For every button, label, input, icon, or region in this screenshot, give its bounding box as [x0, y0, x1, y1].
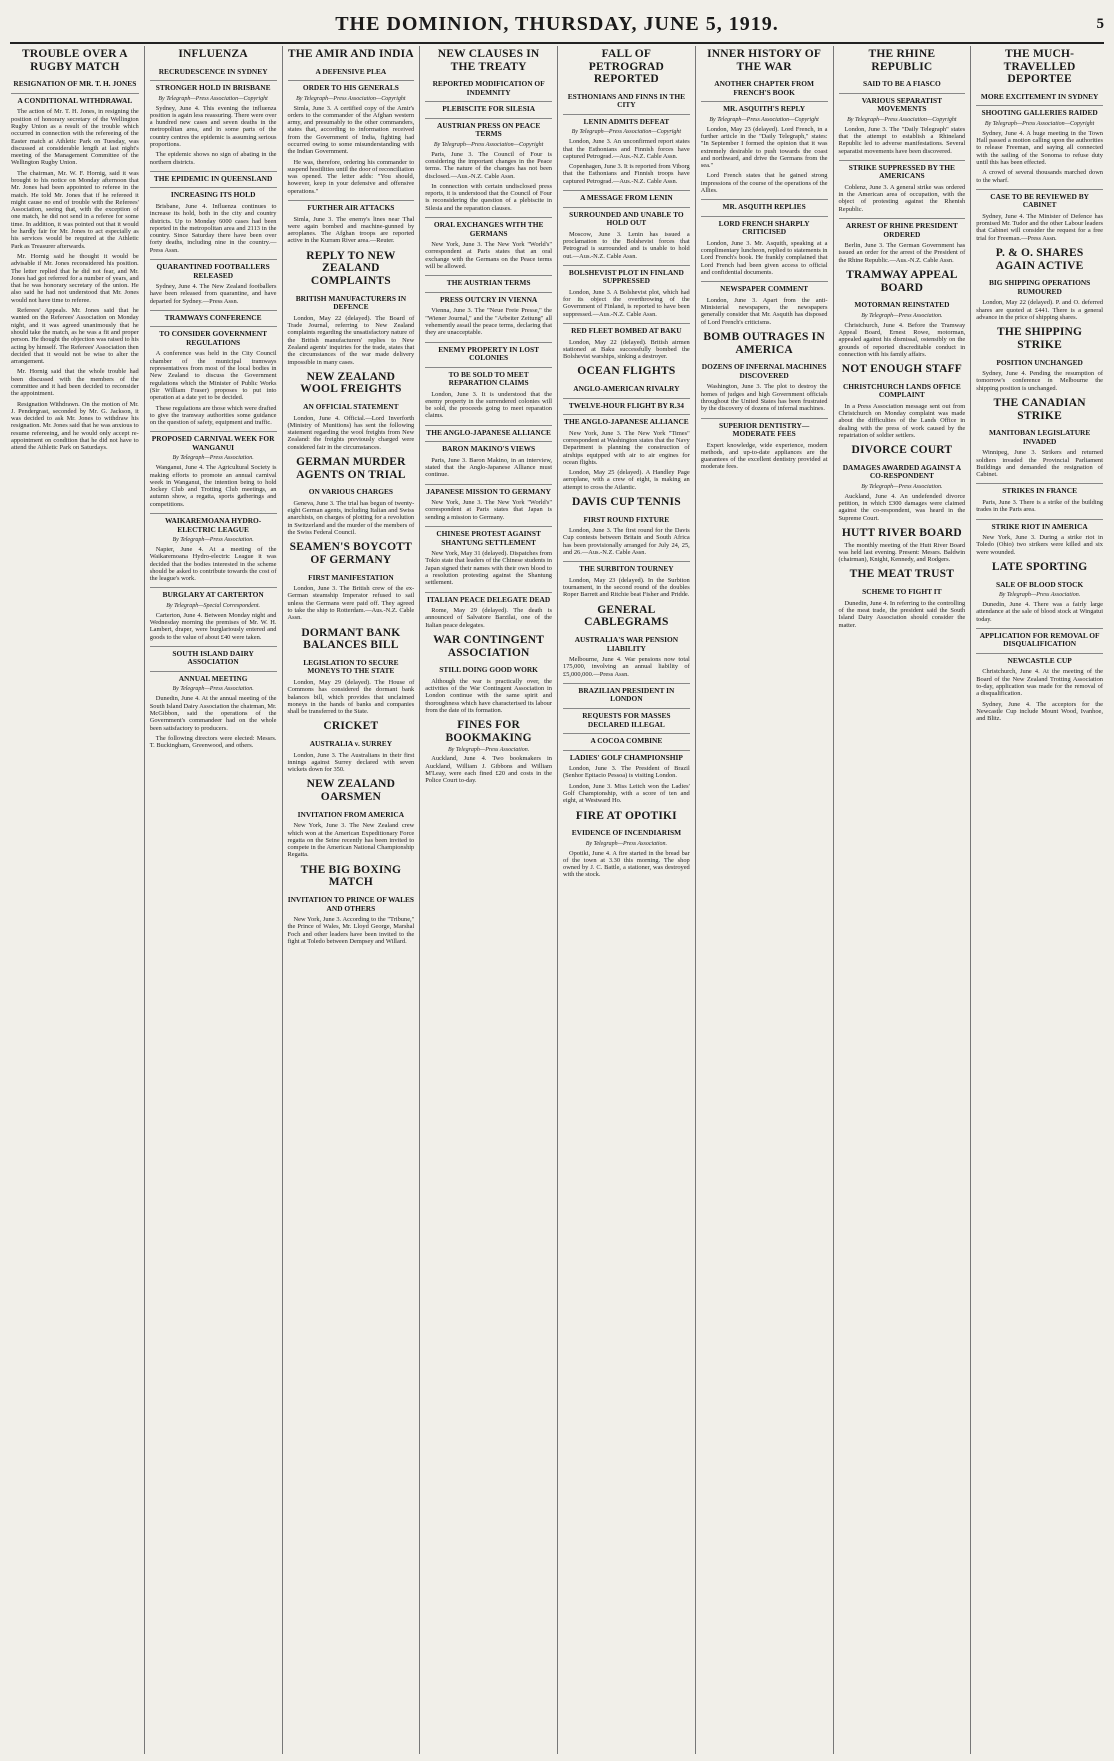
article-subheading: THE ANGLO-JAPANESE ALLIANCE: [563, 414, 690, 427]
article-paragraph: Winnipeg, June 3. Strikers and returned soldiers invaded the Provincial Parliament Buildings and demanded the resignation of Cabinet.: [976, 449, 1103, 479]
article: [976, 326, 1103, 392]
article: [976, 247, 1103, 321]
article-paragraph: Moscow, June 3. Lenin has issued a proclamation to the Bolshevist forces that Petrograd is surrounded and is unable to hold out.—Aus.-N.Z. Cable Assn.: [563, 230, 690, 260]
article-subheading: FIRST ROUND FIXTURE: [583, 514, 670, 524]
article-subheading: LENIN ADMITS DEFEAT: [563, 114, 690, 127]
article-subheading: ARREST OF RHINE PRESIDENT ORDERED: [839, 218, 966, 239]
article: [563, 365, 690, 491]
article-byline: By Telegraph—Press Association.: [172, 455, 254, 462]
article-paragraph: Opotiki, June 4. A fire started in the bread bar of the town at 3.30 this morning. The shop owned by J. C. Battle, a stationer, was destroyed with the stock.: [563, 849, 690, 879]
article-byline: By Telegraph—Press Association—Copyright: [296, 95, 406, 102]
article-paragraph: Carterton, June 4. Between Monday night and Wednesday morning the premises of Mr. W. H. Lambert, draper, were burglariously entered and goods to the value of about £40 were taken.: [149, 611, 277, 641]
column-8: [970, 46, 1108, 1754]
article: [11, 48, 139, 452]
article-paragraph: London, June 3. It is understood that the enemy property in the surrendered colonies will be sold, the proceeds going to meet reparation claims.: [425, 390, 552, 420]
article-paragraph: Christchurch, June 4. At the meeting of the Board of the New Zealand Trotting Association to-day, application was made for the removal of a disqualification.: [976, 668, 1103, 698]
article-byline: By Telegraph—Press Association.: [172, 686, 254, 693]
article-headline: THE RHINE REPUBLIC: [868, 48, 936, 73]
article-subheading: BARON MAKINO'S VIEWS: [425, 441, 552, 454]
article-subheading: THE AUSTRIAN TERMS: [425, 275, 552, 288]
column-3: [282, 46, 420, 1754]
article: [701, 48, 828, 194]
article: [425, 275, 552, 336]
article-paragraph: Auckland, June 4. Two bookmakers in Auckland, William J. Gibbons and William M'Leay, were each fined £20 and costs in the Police Court to-day.: [425, 755, 552, 785]
article-subheading: MOTORMAN REINSTATED: [854, 300, 950, 310]
article-byline: By Telegraph—Press Association—Copyright: [984, 120, 1095, 127]
article: [425, 592, 552, 629]
article-subheading: TO BE SOLD TO MEET REPARATION CLAIMS: [425, 367, 552, 388]
article-subheading: SOUTH ISLAND DAIRY ASSOCIATION: [150, 646, 277, 667]
article-paragraph: London, May 22 (delayed). British airmen stationed at Baku successfully bombed the Bolshevist warships, sinking a destroyer.: [563, 338, 690, 361]
article: [425, 425, 552, 479]
article-subheading: ITALIAN PEACE DELEGATE DEAD: [425, 592, 552, 605]
article-paragraph: Dunedin, June 4. There was a fairly large attendance at the sale of blood stock at Wingatui today.: [976, 600, 1103, 623]
article-subheading: TO CONSIDER GOVERNMENT REGULATIONS: [150, 326, 277, 347]
article-subheading: SURROUNDED AND UNABLE TO HOLD OUT: [563, 207, 690, 228]
article-paragraph: London, June 3. The first round for the Davis Cup contests between Britain and South Africa has been provisionally arranged for July 24, 25, and 26.—Aus.-N.Z. Cable Assn.: [563, 527, 690, 557]
article-subheading: INVITATION FROM AMERICA: [297, 809, 405, 819]
column-5: [557, 46, 695, 1754]
article-paragraph: The following directors were elected: Messrs. T. Buckingham, Greenwood, and others.: [149, 734, 277, 750]
article-subheading: THE EPIDEMIC IN QUEENSLAND: [150, 171, 277, 184]
article-subheading: SAID TO BE A FIASCO: [862, 79, 941, 89]
article-paragraph: Simla, June 3. A certified copy of the Amir's orders to the commander of the Afghan western army, and presumably to the other commanders, states that, according to information received from the Government of India, fighting had occurred owing to some misunderstanding with the Indian Government.: [287, 104, 415, 156]
article-paragraph: London, June 3. Mr. Asquith, speaking at a complimentary luncheon, replied to statements in Lord French's book. He frankly complained that Lord French had been given access to official and confidential documents.: [700, 239, 828, 277]
article: [425, 217, 552, 270]
article: [976, 483, 1103, 513]
article-headline: DIVORCE COURT: [851, 444, 953, 457]
article-subheading: LEGISLATION TO SECURE MONEYS TO THE STATE: [303, 657, 399, 676]
article-subheading: LADIES' GOLF CHAMPIONSHIP: [563, 750, 690, 763]
article-paragraph: In connection with certain undisclosed press reports, it is understood that the Council of Four is reconsidering the question of a plebiscite in Silesia and the reparation clauses.: [425, 182, 552, 212]
article-subheading: EVIDENCE OF INCENDIARISM: [571, 828, 682, 838]
article-headline: OCEAN FLIGHTS: [577, 365, 676, 378]
article-subheading: PRESS OUTCRY IN VIENNA: [425, 292, 552, 305]
article: [839, 444, 966, 522]
article-paragraph: He was, therefore, ordering his commander to suspend hostilities until the door of reconciliation was opened. The letter adds: "You should, however, keep in your defensive and offensive operations.": [287, 158, 415, 195]
article-headline: FIRE AT OPOTIKI: [575, 809, 677, 822]
article: [150, 513, 277, 582]
article-paragraph: Mr. Hornig said he thought it would be advisable if Mr. Jones reconsidered his position. The letter replied that he did not fear, and Mr. Jones had got referred for a number of years, and that he was honorary secretary of the union. He also said he had not understood that Mr. Jones would not have time to referee.: [11, 252, 139, 304]
article-paragraph: Berlin, June 3. The German Government has issued an order for the arrest of the President of the Rhine Republic.—Aus.-N.Z. Cable Assn.: [838, 242, 966, 264]
article-paragraph: A crowd of several thousands marched down to the wharf.: [976, 169, 1103, 184]
article-paragraph: Sydney, June 4. The Minister of Defence has promised Mr. Tudor and the other Labour leaders that Cabinet will consider the request for a free trial for Freeman.—Press Assn.: [976, 212, 1103, 242]
article: [288, 250, 415, 366]
article-paragraph: London, June 3. Apart from the anti-Ministerial newspapers, the newspapers generally consider that Mr. Asquith has disposed of Lord French's criticisms.: [700, 296, 828, 326]
article-subheading: REPORTED MODIFICATION OF INDEMNITY: [432, 79, 545, 97]
article: [839, 363, 966, 439]
article-subheading: NEWSPAPER COMMENT: [701, 281, 828, 294]
article-subheading: THE ANGLO-JAPANESE ALLIANCE: [425, 425, 552, 438]
article-subheading: BOLSHEVIST PLOT IN FINLAND SUPPRESSED: [563, 265, 690, 286]
article-subheading: AUSTRALIA'S WAR PENSION LIABILITY: [574, 635, 679, 653]
article-paragraph: London, June 3. The British crew of the ex-German steamship Imperator refused to sail unless the Germans were paid off. They agreed to take the ship to Rotterdam.—Aus.-N.Z. Cable Assn.: [287, 585, 415, 622]
article-subheading: TRAMWAYS CONFERENCE: [150, 310, 277, 323]
article-headline: DAVIS CUP TENNIS: [571, 496, 681, 508]
article-paragraph: Auckland, June 4. An undefended divorce petition, in which £300 damages were claimed against the co-respondent, was heard in the Supreme Court.: [838, 492, 966, 522]
article: [150, 431, 277, 508]
article-subheading: MR. ASQUITH'S REPLY: [701, 101, 828, 114]
article-paragraph: Sydney, June 4. A huge meeting in the Town Hall passed a motion calling upon the authorities to release Freeman, and saying all connected with the sailing of the Sonoma to refuse duty until this has been effected.: [976, 129, 1103, 166]
article-headline: GERMAN MURDER AGENTS ON TRIAL: [296, 456, 406, 481]
article: [839, 568, 966, 628]
article: [701, 331, 828, 413]
article-paragraph: Melbourne, June 4. War pensions now total 175,000, involving an annual liability of £5,000,000.—Press Assn.: [563, 656, 690, 678]
article-subheading: CHRISTCHURCH LANDS OFFICE COMPLAINT: [842, 381, 961, 400]
article-subheading: SHOOTING GALLERIES RAIDED: [976, 105, 1103, 118]
article-subheading: LORD FRENCH SHARPLY CRITICISED: [701, 216, 828, 237]
article: [425, 484, 552, 521]
article-paragraph: Dunedin, June 4. At the annual meeting of the South Island Dairy Association the chairman, Mr. McGibbon, said the operations of the Government's commandeer had on the whole been satisfactory to producers.: [149, 695, 277, 732]
article-subheading: A MESSAGE FROM LENIN: [563, 190, 690, 203]
article-byline: By Telegraph—Press Association.: [585, 840, 668, 847]
article: [839, 269, 966, 358]
article-paragraph: London, June 3. An unconfirmed report states that the Esthonians and Finnish forces have captured Petrograd.—Aus.-N.Z. Cable Assn.: [563, 138, 690, 160]
article-subheading: AUSTRIAN PRESS ON PEACE TERMS: [425, 118, 552, 139]
article-headline: FALL OF PETROGRAD REPORTED: [588, 48, 665, 86]
article-subheading: ORDER TO HIS GENERALS: [288, 80, 415, 93]
article-headline: REPLY TO NEW ZEALAND COMPLAINTS: [306, 249, 396, 288]
article-headline: THE CANADIAN STRIKE: [993, 396, 1086, 422]
article-paragraph: New York, June 3. During a strike riot in Toledo (Ohio) two strikers were killed and six were wounded.: [976, 534, 1103, 556]
article-paragraph: London, May 23 (delayed). In the Surbiton tournament, in the second round of the doubles Roper Barrett and Ritchie beat Fisher and Pridde.: [563, 576, 690, 599]
article: [150, 48, 277, 166]
article: [563, 810, 690, 879]
article-headline: SEAMEN'S BOYCOTT OF GERMANY: [289, 541, 413, 566]
article: [563, 561, 690, 598]
article-paragraph: London, June 3. A Bolshevist plot, which had for its object the overthrowing of the Government of Finland, is reported to have been suppressed.—Aus.-N.Z. Cable Assn.: [563, 288, 690, 318]
article-byline: By Telegraph—Press Association—Copyright: [571, 129, 682, 136]
article-headline: P. & O. SHARES AGAIN ACTIVE: [995, 247, 1084, 272]
article-paragraph: Sydney, June 4. The New Zealand footballers have been released from quarantine, and have departed for Sydney.—Press Assn.: [149, 283, 277, 305]
article-subheading: A DEFENSIVE PLEA: [315, 66, 387, 76]
article-subheading: NEWCASTLE CUP: [976, 653, 1103, 666]
article-subheading: ANOTHER CHAPTER FROM FRENCH'S BOOK: [714, 79, 815, 97]
article-byline: By Telegraph—Press Association.: [861, 483, 943, 490]
article-paragraph: A conference was held in the City Council chamber of the municipal tramways representatives from most of the local bodies in New Zealand to discuss the Government regulations which the Minister of Public Works (Sir William Fraser) proposes to put into operation at a date yet to be decided.: [149, 350, 277, 402]
article-subheading: POSITION UNCHANGED: [996, 357, 1083, 367]
article-paragraph: Paris, June 3. The Council of Four is considering the important changes in the Peace terms. The nature of the changes has not been disclosed.—Aus.-N.Z. Cable Assn.: [425, 150, 552, 180]
article-subheading: BRAZILIAN PRESIDENT IN LONDON: [563, 683, 690, 704]
article-headline: INNER HISTORY OF THE WAR: [707, 48, 822, 73]
article: [701, 199, 828, 276]
article-subheading: APPLICATION FOR REMOVAL OF DISQUALIFICATION: [976, 628, 1103, 649]
article: [976, 561, 1103, 623]
article: [288, 48, 415, 195]
article-paragraph: Rome, May 29 (delayed). The death is announced of Salvatore Barzilai, one of the Italian peace delegates.: [425, 607, 552, 629]
article: [288, 456, 415, 536]
article-subheading: SUPERIOR DENTISTRY—MODERATE FEES: [701, 418, 828, 439]
page-number: 5: [1096, 15, 1104, 32]
article: [288, 778, 415, 858]
article-subheading: A COCOA COMBINE: [563, 733, 690, 746]
article-paragraph: Christchurch, June 4. Before the Tramway Appeal Board, Ernest Rowe, motorman, appealed against his dismissal, ostensibly on the grounds of reported discreditable conduct in connection with his family affairs.: [838, 321, 966, 358]
article-subheading: STRIKE SUPPRESSED BY THE AMERICANS: [839, 160, 966, 181]
article: [563, 323, 690, 360]
article-byline: By Telegraph—Press Association—Copyright: [709, 116, 819, 123]
article-paragraph: Mr. Hornig said that the whole trouble had been discussed with the members of the committee and it had been decided to reconsider the appointment.: [11, 368, 139, 398]
article-byline: By Telegraph—Press Association.: [861, 312, 943, 319]
article-paragraph: Dunedin, June 4. In referring to the controlling of the meat trade, the president said the South Island Dairy Association should consider the matter.: [838, 599, 966, 629]
article: [425, 526, 552, 587]
article-subheading: DOZENS OF INFERNAL MACHINES DISCOVERED: [701, 362, 827, 380]
article: [563, 604, 690, 678]
article-paragraph: Wanganui, June 4. The Agricultural Society is making efforts to promote an annual carnival week in Wanganui, the intention being to hold Jockey Club and Trotting Club meetings, an autumn show, a regatta, sports gatherings and competitions.: [149, 464, 277, 508]
article-subheading: THE SURBITON TOURNEY: [563, 561, 690, 574]
article-paragraph: Paris, June 3. There is a strike of the building trades in the Paris area.: [976, 498, 1103, 514]
article-paragraph: London, May 22 (delayed). P. and O. deferred shares are quoted at £441. There is a general advance in the price of shipping shares.: [976, 299, 1103, 321]
article-headline: THE AMIR AND INDIA: [287, 48, 414, 60]
article-paragraph: New York, June 3. The New York "World's" correspondent at Paris states that an oral exchange with the Germans on the Peace terms will be allowed.: [425, 241, 552, 270]
article: [839, 160, 966, 213]
article-paragraph: Geneva, June 3. The trial has begun of twenty-eight German agents, including Italian and Swiss anarchists, on charges of plotting for a revolution in Switzerland and the murder of the members of the Swiss Federal Council.: [287, 499, 415, 537]
masthead-title: THE DOMINION, THURSDAY, JUNE 5, 1919.: [335, 12, 779, 35]
article-subheading: SCHEME TO FIGHT IT: [862, 587, 942, 597]
article-headline: THE BIG BOXING MATCH: [300, 863, 402, 889]
article: [839, 48, 966, 155]
article-paragraph: Vienna, June 3. The "Neue Freie Presse," the "Wiener Journal," and the "Arbeiter Zeitung" all vehemently assail the peace terms, declaring that they are unacceptable.: [425, 307, 552, 337]
article: [563, 265, 690, 318]
article-subheading: JAPANESE MISSION TO GERMANY: [425, 484, 552, 497]
article-subheading: FIRST MANIFESTATION: [308, 572, 394, 582]
article: [288, 541, 415, 621]
article: [976, 189, 1103, 242]
article-paragraph: In a Press Association message sent out from Christchurch on Monday complaint was made about the difficulties of the Lands Office in dealing with the press of work caused by the repatriation of soldier settlers.: [838, 402, 966, 439]
article-subheading: STILL DOING GOOD WORK: [439, 665, 538, 675]
article-paragraph: The chairman, Mr. W. F. Hornig, said it was brought to his notice on Monday afternoon that Mr. Jones had been appointed to referee in the match. He told Mr. Jones that if he refereed it might cause no end of trouble with the Referees' Association, seeing that, with the exception of one match, he did not send in a referee for some time. In addition, it was pointed out that it would be hardly fair for Mr. Jones to act especially as his services would be required at the Athletic Park as Treasurer afterwards.: [11, 169, 139, 250]
article-byline: By Telegraph—Press Association.: [447, 746, 530, 753]
article-paragraph: Sydney, June 4. Pending the resumption of tomorrow's conference in Melbourne the shipping position is unchanged.: [976, 370, 1103, 392]
article-headline: INFLUENZA: [178, 48, 248, 60]
article-subheading: PROPOSED CARNIVAL WEEK FOR WANGANUI: [150, 431, 277, 452]
article-paragraph: The epidemic shows no sign of abating in the northern districts.: [149, 151, 277, 166]
article-paragraph: London, June 3. The Australians in their first innings against Surrey declared with seven wickets down for 350.: [287, 751, 415, 774]
article-subheading: BRITISH MANUFACTURERS IN DEFENCE: [295, 293, 407, 312]
article-paragraph: These regulations are those which were drafted to give the tramway authorities some guidance on the question of safety, equipment and traffic.: [149, 404, 277, 427]
article-headline: NEW ZEALAND OARSMEN: [306, 778, 396, 804]
article-paragraph: Expert knowledge, wide experience, modern methods, and up-to-date appliances are the guarantees of the excellent dentistry provided at moderate fees.: [700, 441, 828, 471]
article: [425, 342, 552, 420]
article-byline: By Telegraph—Press Association.: [998, 592, 1081, 599]
masthead: [10, 6, 1104, 44]
article-paragraph: New York, June 3. According to the "Tribune," the Prince of Wales, Mr. Lloyd George, Marshal Foch and other leaders have been invited to the fight at Toledo between Dempsey and Willard.: [287, 916, 415, 945]
article-paragraph: Napier, June 4. At a meeting of the Waikaremoana Hydro-electric League it was decided that the bodies interested in the scheme should be asked to contribute towards the cost of the league's work.: [149, 545, 277, 583]
article: [563, 190, 690, 260]
article: [425, 48, 552, 212]
article-subheading: STRIKES IN FRANCE: [976, 483, 1103, 496]
article-paragraph: New York, June 3. The New York "Times" correspondent at Washington states that the Navy Department is planning the construction of airships equipped with air to air engines for ocean flights.: [563, 429, 690, 466]
article-subheading: AN OFFICIAL STATEMENT: [303, 402, 399, 412]
article-paragraph: New York, June 3. The New York "World's" correspondent at Paris states that Japan is sending a mission to Germany.: [425, 499, 552, 521]
column-6: [695, 46, 833, 1754]
article: [976, 519, 1103, 556]
article-headline: THE SHIPPING STRIKE: [997, 326, 1083, 351]
article-byline: By Telegraph—Press Association—Copyright: [433, 141, 544, 148]
article-paragraph: The monthly meeting of the Hutt River Board was held last evening. Present: Messrs. Baldwin (chairman), Knight, Kennedy, and Rodgers.: [838, 541, 966, 564]
article-headline: NEW CLAUSES IN THE TREATY: [437, 48, 540, 73]
article-headline: NOT ENOUGH STAFF: [841, 363, 963, 376]
article-headline: TRAMWAY APPEAL BOARD: [846, 268, 958, 294]
article-subheading: ORAL EXCHANGES WITH THE GERMANS: [425, 217, 552, 238]
article: [288, 371, 415, 451]
column-7: [833, 46, 971, 1754]
article: [150, 646, 277, 749]
article-paragraph: Coblenz, June 3. A general strike was ordered in the American area of occupation, with the object of protesting against the Rhenish Republic.: [838, 183, 966, 213]
article-subheading: CASE TO BE REVIEWED BY CABINET: [976, 189, 1103, 210]
article-headline: DORMANT BANK BALANCES BILL: [301, 626, 401, 652]
article-paragraph: Although the war is practically over, the activities of the War Contingent Association in London continue with the same spirit and thoroughness which have characterised its labour from the date of its formation.: [425, 677, 552, 714]
article-subheading: A CONDITIONAL WITHDRAWAL: [11, 93, 139, 106]
article-headline: WAR CONTINGENT ASSOCIATION: [433, 634, 545, 659]
article-paragraph: Resignation Withdrawn. On the motion of Mr. J. Pendergrast, seconded by Mr. G. Jackson, it was decided to ask Mr. Jones to withdraw his resignation. Mr. Jones said that he was anxious to resume refereeing, and he would only accept re-appointment on condition that he did not have to attend the Athletic Park on Saturdays.: [11, 400, 139, 452]
article-subheading: INVITATION TO PRINCE OF WALES AND OTHERS: [287, 895, 415, 913]
article-headline: BOMB OUTRAGES IN AMERICA: [703, 331, 825, 356]
article-subheading: QUARANTINED FOOTBALLERS RELEASED: [150, 259, 277, 280]
article-subheading: CHINESE PROTEST AGAINST SHANTUNG SETTLEMENT: [425, 526, 552, 547]
article-subheading: BURGLARY AT CARTERTON: [150, 587, 277, 600]
article-headline: THE MEAT TRUST: [849, 568, 955, 581]
article-subheading: INCREASING ITS HOLD: [150, 187, 277, 200]
article-subheading: FURTHER AIR ATTACKS: [288, 200, 415, 213]
article-paragraph: Simla, June 3. The enemy's lines near Thal were again bombed and machine-gunned by aeroplanes. The Afghan troops are reported active in the Kurram River area.—Reuter.: [287, 215, 415, 245]
article: [150, 587, 277, 641]
article-byline: By Telegraph—Special Correspondent.: [166, 602, 260, 609]
article: [425, 719, 552, 784]
article-paragraph: The action of Mr. T. H. Jones, in resigning the position of honorary secretary of the Wellington Rugby Union as a result of the trouble which occurred in connection with the refereeing of the Easter match at Athletic Park on Tuesday, was discussed at considerable length at last night's meeting of the Management Committee of the Wellington Rugby Union.: [11, 108, 139, 167]
article-paragraph: London, June 3. The "Daily Telegraph" states that the attempt to establish a Rhineland Republic led to adverse manifestations. Several separatist movements have been discovered.: [838, 125, 966, 155]
article: [976, 397, 1103, 479]
article-subheading: VARIOUS SEPARATIST MOVEMENTS: [839, 93, 966, 114]
article-subheading: ESTHONIANS AND FINNS IN THE CITY: [567, 91, 686, 110]
article: [288, 720, 415, 773]
article: [288, 864, 415, 946]
article-subheading: RECRUDESCENCE IN SYDNEY: [158, 66, 268, 76]
article: [839, 527, 966, 564]
article-subheading: RESIGNATION OF MR. T. H. JONES: [13, 79, 137, 89]
article-paragraph: Referees' Appeals. Mr. Jones said that he wanted on the Referees' Association on Monday night, and it was agreed unanimously that he should take the match, as he was a fit and proper person. He thought the objection was raised to his acting by himself. The Referees' Association then decided that it would not be wise to alter the arrangement.: [11, 307, 139, 366]
article-subheading: PLEBISCITE FOR SILESIA: [425, 101, 552, 114]
article: [425, 634, 552, 714]
article-headline: CRICKET: [323, 720, 379, 733]
article: [976, 48, 1103, 184]
article-paragraph: London, June 3. Miss Leitch won the Ladies' Golf Championship, with a score of ten and eight, at Westward Ho.: [563, 782, 690, 805]
article-byline: By Telegraph—Press Association—Copyright: [847, 116, 957, 123]
article-paragraph: London, May 29 (delayed). The House of Commons has considered the dormant bank balances bill, which provides that unclaimed moneys in the hands of banks and companies shall be transferred to the State.: [287, 678, 415, 716]
article-paragraph: Copenhagen, June 3. It is reported from Viborg that the Esthonians and Finnish troops have captured Petrograd.—Aus.-N.Z. Cable Assn.: [563, 163, 690, 185]
article-paragraph: Lord French states that he gained strong impressions of the course of the operations of the Allies.: [700, 172, 828, 195]
article-paragraph: Sydney, June 4. The acceptors for the Newcastle Cup include Mount Wood, Ivanhoe, and Blitz.: [976, 700, 1103, 723]
article-paragraph: New York, June 3. The New Zealand crew which won at the American Expeditionary Force regatta on the Seine recently has been invited to compete in the American National Championship Regatta.: [287, 822, 415, 859]
article: [976, 628, 1103, 723]
article-subheading: SALE OF BLOOD STOCK: [995, 579, 1084, 589]
article-subheading: ON VARIOUS CHARGES: [308, 487, 394, 497]
newspaper-columns: [6, 46, 1108, 1754]
article-subheading: TWELVE-HOUR FLIGHT BY R.34: [563, 398, 690, 411]
column-4: [419, 46, 557, 1754]
article-subheading: STRIKE RIOT IN AMERICA: [976, 519, 1103, 532]
article-headline: HUTT RIVER BOARD: [841, 526, 962, 539]
article-subheading: DAMAGES AWARDED AGAINST A CO-RESPONDENT: [842, 462, 962, 481]
article-byline: By Telegraph—Press Association—Copyright: [158, 95, 268, 102]
article-paragraph: London, May 25 (delayed). A Handley Page aeroplane, with a crew of eight, is making an attempt to cross the Atlantic.: [563, 469, 690, 491]
article-paragraph: London, June 4. Official.—Lord Inverforth (Ministry of Munitions) has sent the following statement regarding the wool freights from New Zealand: the freights previously charged were considered fair in the circumstances.: [287, 414, 415, 451]
article-subheading: RED FLEET BOMBED AT BAKU: [563, 323, 690, 336]
article: [563, 496, 690, 556]
article: [288, 200, 415, 245]
article-subheading: ENEMY PROPERTY IN LOST COLONIES: [425, 342, 552, 363]
article: [288, 627, 415, 716]
article-headline: FINES FOR BOOKMAKING: [445, 719, 532, 744]
article-paragraph: Sydney, June 4. This evening the influenza position is again less reassuring. There were over a hundred new cases and seven deaths in the metropolitan area, and in some parts of the country centres the epidemic is assuming serious proportions.: [149, 104, 277, 148]
article-subheading: STRONGER HOLD IN BRISBANE: [150, 80, 277, 93]
article-paragraph: London, May 23 (delayed). Lord French, in a further article in the "Daily Telegraph," states: "In September I formed the opinion that it was extremely desirable to push towards the coast and northward, and drive the Germans from the sea.": [700, 125, 828, 170]
article: [563, 48, 690, 185]
article-headline: GENERAL CABLEGRAMS: [584, 603, 669, 629]
article: [701, 418, 828, 471]
article-subheading: ANNUAL MEETING: [150, 671, 277, 684]
article-subheading: WAIKAREMOANA HYDRO-ELECTRIC LEAGUE: [150, 513, 277, 534]
article-byline: By Telegraph—Press Association.: [172, 537, 254, 544]
article-subheading: AUSTRALIA v. SURREY: [309, 739, 393, 749]
article-paragraph: London, May 22 (delayed). The Board of Trade Journal, referring to New Zealand complaints regarding the unsatisfactory nature of the British manufacturers' replies to New Zealand agents' inquiries for the trade, states that the circumstances of the war made delivery impossible in many cases.: [287, 314, 415, 366]
article: [150, 171, 277, 254]
article-subheading: ANGLO-AMERICAN RIVALRY: [573, 384, 680, 394]
column-1: [6, 46, 144, 1754]
article: [839, 218, 966, 264]
article-subheading: MANITOBAN LEGISLATURE INVADED: [988, 428, 1091, 446]
article-headline: THE MUCH-TRAVELLED DEPORTEE: [1003, 48, 1076, 86]
article-subheading: BIG SHIPPING OPERATIONS RUMOURED: [988, 278, 1091, 296]
article: [150, 310, 277, 427]
article-headline: LATE SPORTING: [991, 560, 1088, 573]
article-paragraph: Paris, June 3. Baron Makino, in an interview, stated that the Anglo-Japanese Alliance must continue.: [425, 456, 552, 479]
article-headline: NEW ZEALAND WOOL FREIGHTS: [300, 370, 402, 396]
article-headline: TROUBLE OVER A RUGBY MATCH: [22, 48, 128, 73]
article-paragraph: New York, May 31 (delayed). Dispatches from Tokio state that leaders of the Chinese students in Japan signed their names with their own blood to a resolution protesting against the Shantung settlement.: [425, 550, 552, 587]
article: [150, 259, 277, 305]
article: [701, 281, 828, 326]
article-paragraph: Washington, June 3. The plot to destroy the homes of judges and high Government officials throughout the United States has been frustrated by the discovery of dozens of infernal machines.: [700, 383, 828, 413]
column-2: [144, 46, 282, 1754]
article-paragraph: London, June 3. The President of Brazil (Senhor Epitacio Pessoa) is visiting London.: [563, 765, 690, 780]
article-subheading: MORE EXCITEMENT IN SYDNEY: [980, 91, 1099, 101]
article-subheading: MR. ASQUITH REPLIES: [701, 199, 828, 212]
article-subheading: REQUESTS FOR MASSES DECLARED ILLEGAL: [563, 708, 690, 729]
article: [563, 683, 690, 805]
article-paragraph: Brisbane, June 4. Influenza continues to increase its hold, both in the city and country districts. Up to Monday 6000 cases had been reported in the metropolitan area and 2113 in the country. Since Saturday there have been over forty deaths, including nine in the country.—Press Assn.: [149, 202, 277, 254]
